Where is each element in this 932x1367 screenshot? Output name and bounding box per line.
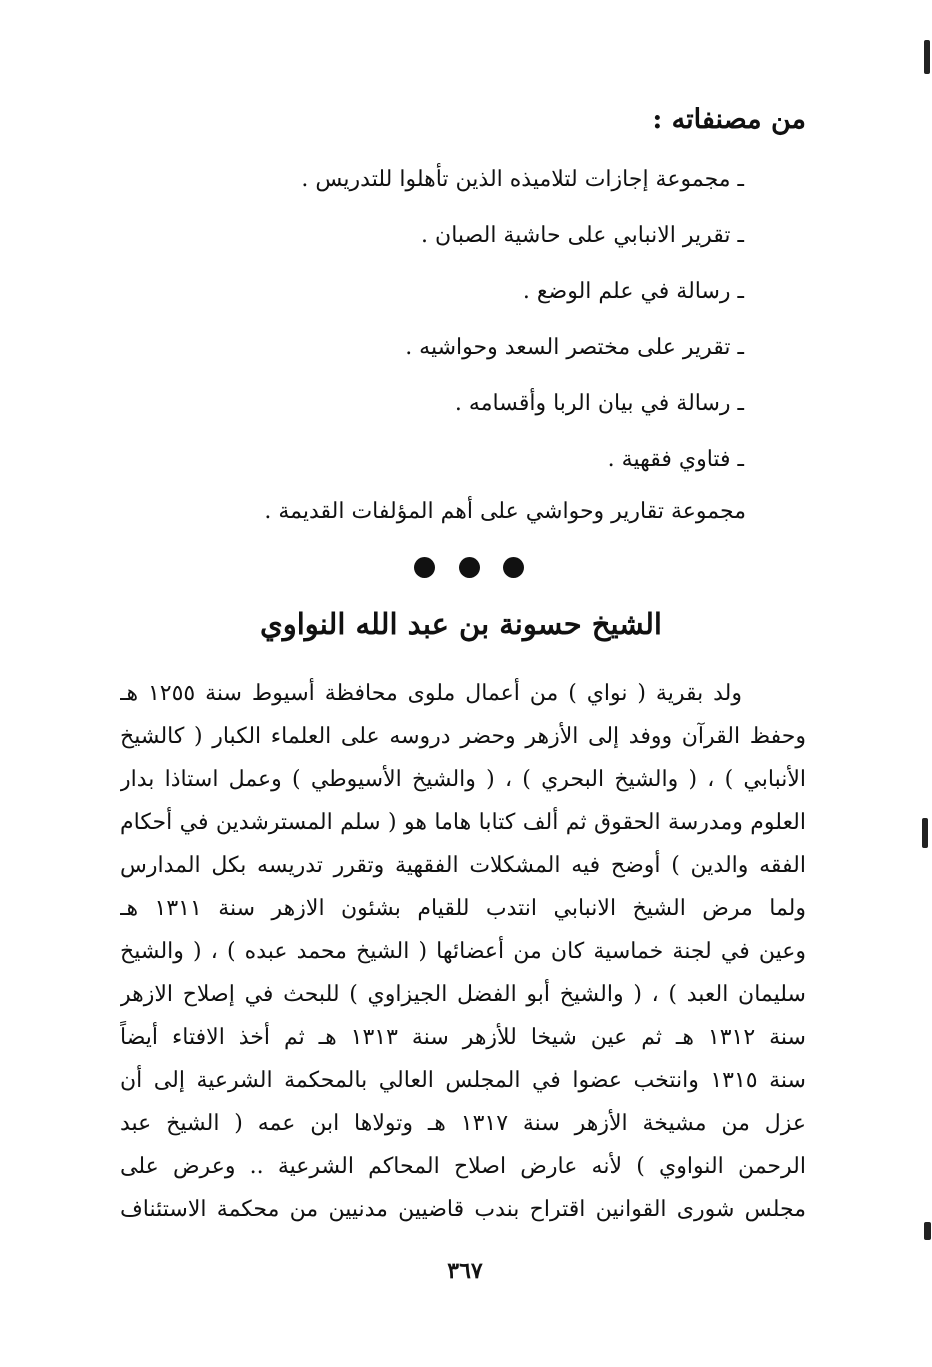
paragraph-line: سنة ١٣١٢ هـ ثم عين شيخا للأزهر سنة ١٣١٣ هـ ثم أخذ الافتاء أيضاً [120,1025,806,1050]
paragraph-line: وحفظ القرآن ووفد إلى الأزهر وحضر دروسه على العلماء الكبار ( كالشيخ [120,724,806,749]
page-number: ٣٦٧ [447,1258,483,1284]
works-heading: من مصنفاته : [652,104,806,135]
works-list-item: ـ رسالة في علم الوضع . [522,279,744,304]
works-list-item: ـ فتاوي فقهية . [607,447,744,472]
biography-title: الشيخ حسونة بن عبد الله النواوي [260,607,662,641]
paragraph-line: وعين في لجنة خماسية كان من أعضائها ( الشيخ محمد عبده ) ، ( والشيخ [120,939,806,964]
scan-edge-mark [922,818,928,848]
paragraph-line: الفقه والدين ) أوضح فيه المشكلات الفقهية وتقرر تدريسه بكل المدارس [120,853,806,878]
separator-dot [459,557,480,578]
paragraph-line: سليمان العبد ) ، ( والشيخ أبو الفضل الجيزاوي ) للبحث في إصلاح الازهر [120,982,806,1007]
works-summary-line: مجموعة تقارير وحواشي على أهم المؤلفات القديمة . [264,499,746,524]
works-list-item: ـ تقرير على مختصر السعد وحواشيه . [405,335,744,360]
paragraph-line: ولد بقرية ( نواي ) من أعمال ملوى محافظة أسيوط سنة ١٢٥٥ هـ [120,681,742,706]
biography-paragraph [120,672,806,1231]
scan-edge-mark [924,40,930,74]
paragraph-line: عزل من مشيخة الأزهر سنة ١٣١٧ هـ وتولاها ابن عمه ( الشيخ عبد [120,1111,806,1136]
works-list [184,152,744,488]
paragraph-line: سنة ١٣١٥ وانتخب عضوا في المجلس العالي بالمحكمة الشرعية إلى أن [120,1068,806,1093]
works-list-item: ـ مجموعة إجازات لتلاميذه الذين تأهلوا للتدريس . [301,167,744,192]
section-separator-dots [414,556,524,578]
paragraph-line: مجلس شورى القوانين اقتراح بندب قاضيين مدنيين من محكمة الاستئناف [120,1197,806,1222]
paragraph-line: العلوم ومدرسة الحقوق ثم ألف كتابا هاما هو ( سلم المسترشدين في أحكام [120,810,806,835]
separator-dot [503,557,524,578]
separator-dot [414,557,435,578]
works-list-item: ـ رسالة في بيان الربا وأقسامه . [454,391,744,416]
paragraph-line: الرحمن النواوي ) لأنه عارض اصلاح المحاكم الشرعية .. وعرض على [120,1154,806,1179]
scan-edge-mark [924,1222,931,1240]
paragraph-line: ولما مرض الشيخ الانبابي انتدب للقيام بشئون الازهر سنة ١٣١١ هـ [120,896,806,921]
works-list-item: ـ تقرير الانبابي على حاشية الصبان . [421,223,744,248]
paragraph-line: الأنبابي ) ، ( والشيخ البحري ) ، ( والشيخ الأسيوطي ) وعمل استاذا بدار [120,767,806,792]
